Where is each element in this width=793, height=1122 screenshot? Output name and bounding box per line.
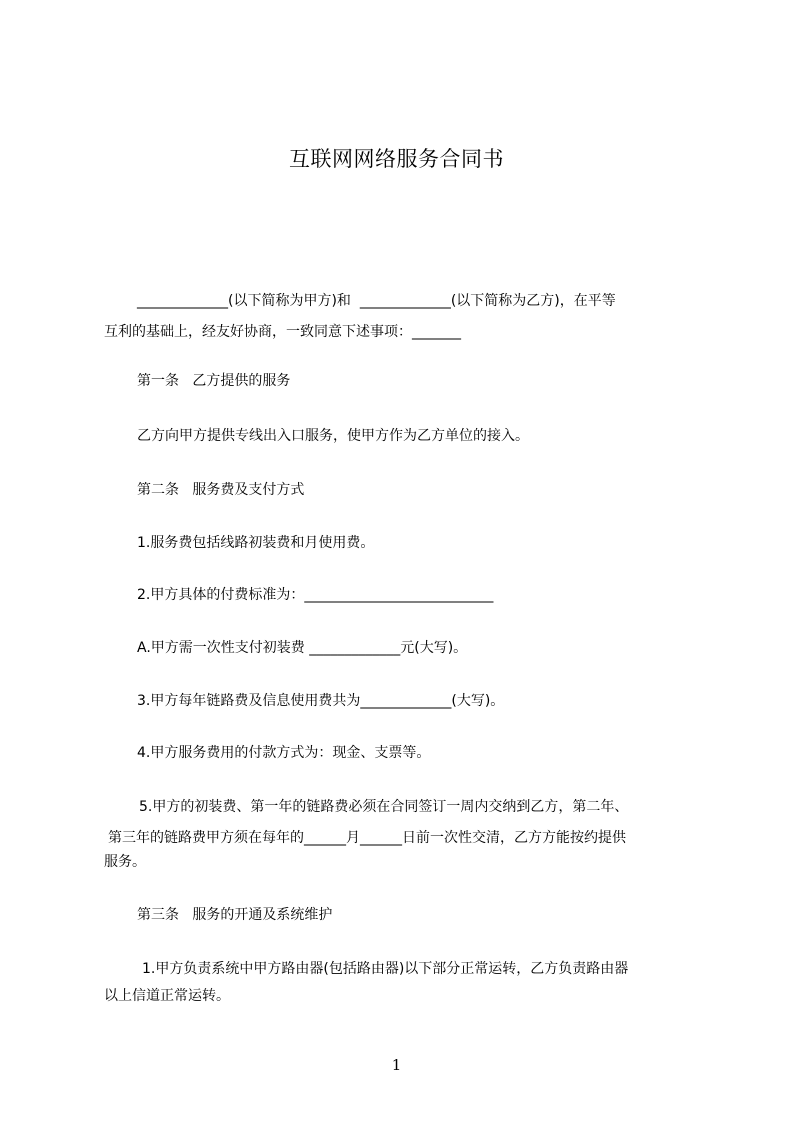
article-2-item-a: A.甲方需一次性支付初装费 _____________元(大写)。	[137, 640, 468, 656]
article-3-item-1-line-2: 以上信道正常运转。	[104, 988, 230, 1004]
article-1-heading: 第一条 乙方提供的服务	[137, 373, 291, 389]
article-2-item-5-line-1: 5.甲方的初装费、第一年的链路费必须在合同签订一周内交纳到乙方，第二年、	[139, 799, 629, 815]
article-2-item-4: 4.甲方服务费用的付款方式为：现金、支票等。	[137, 745, 431, 761]
article-2-item-5-line-3: 服务。	[104, 854, 146, 870]
article-1-body: 乙方向甲方提供专线出入口服务，使甲方作为乙方单位的接入。	[137, 428, 529, 444]
intro-line-1: _____________(以下简称为甲方)和 _____________(以下简称为乙方)，在平等	[137, 293, 616, 309]
document-title: 互联网网络服务合同书	[289, 147, 504, 171]
article-3-item-1-line-1: 1.甲方负责系统中甲方路由器(包括路由器)以下部分正常运转，乙方负责路由器	[142, 961, 629, 977]
page-number: 1	[391, 1056, 402, 1074]
intro-line-2: 互利的基础上，经友好协商，一致同意下述事项：_______	[104, 324, 461, 340]
article-2-item-3: 3.甲方每年链路费及信息使用费共为_____________(大写)。	[137, 693, 505, 709]
article-2-heading: 第二条 服务费及支付方式	[137, 482, 305, 498]
article-2-item-5-line-2: 第三年的链路费甲方须在每年的______月______日前一次性交清，乙方方能按约提供	[108, 830, 626, 846]
article-2-item-2: 2.甲方具体的付费标准为：___________________________	[137, 587, 494, 603]
article-2-item-1: 1.服务费包括线路初装费和月使用费。	[137, 535, 375, 551]
article-3-heading: 第三条 服务的开通及系统维护	[137, 907, 333, 923]
